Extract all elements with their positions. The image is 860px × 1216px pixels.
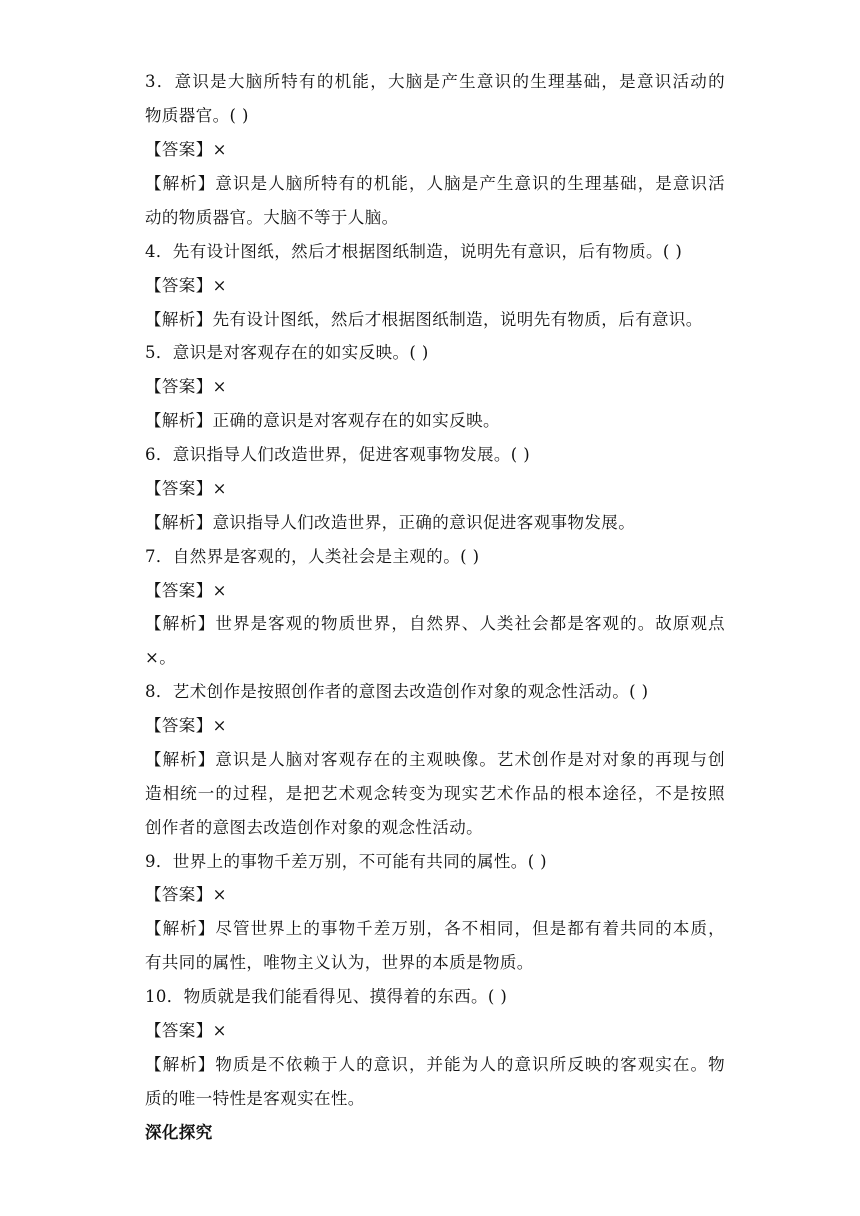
question-7-stem: 7．自然界是客观的，人类社会是主观的。( )	[145, 547, 480, 566]
question-9-stem: 9．世界上的事物千差万别，不可能有共同的属性。( )	[145, 852, 548, 871]
question-6-answer: 【答案】×	[145, 479, 227, 498]
question-3-analysis-line-2: 动的物质器官。大脑不等于人脑。	[145, 208, 399, 227]
question-4-analysis: 【解析】先有设计图纸，然后才根据图纸制造，说明先有物质，后有意识。	[145, 310, 703, 329]
question-9-analysis-line-2: 有共同的属性，唯物主义认为，世界的本质是物质。	[145, 953, 534, 972]
question-3-stem-line-2: 物质器官。( )	[145, 106, 249, 125]
question-8-stem: 8．艺术创作是按照创作者的意图去改造创作对象的观念性活动。( )	[145, 682, 649, 701]
question-8-analysis-line-1: 【解析】意识是人脑对客观存在的主观映像。艺术创作是对对象的再现与创	[145, 750, 725, 769]
question-3-analysis-line-1: 【解析】意识是人脑所特有的机能，人脑是产生意识的生理基础，是意识活	[145, 174, 725, 193]
question-10-answer: 【答案】×	[145, 1021, 227, 1040]
question-4-answer: 【答案】×	[145, 276, 227, 295]
question-5-answer: 【答案】×	[145, 377, 227, 396]
question-8-answer: 【答案】×	[145, 716, 227, 735]
question-7-answer: 【答案】×	[145, 581, 227, 600]
question-10-stem: 10．物质就是我们能看得见、摸得着的东西。( )	[145, 987, 508, 1006]
section-heading: 深化探究	[145, 1123, 213, 1142]
question-6-stem: 6．意识指导人们改造世界，促进客观事物发展。( )	[145, 445, 531, 464]
question-3-answer: 【答案】×	[145, 140, 227, 159]
question-3-stem-line-1: 3．意识是大脑所特有的机能，大脑是产生意识的生理基础，是意识活动的	[145, 72, 725, 91]
question-4-stem: 4．先有设计图纸，然后才根据图纸制造，说明先有意识，后有物质。( )	[145, 242, 683, 261]
question-9-answer: 【答案】×	[145, 885, 227, 904]
question-5-analysis: 【解析】正确的意识是对客观存在的如实反映。	[145, 411, 500, 430]
question-8-analysis-line-3: 创作者的意图去改造创作对象的观念性活动。	[145, 818, 483, 837]
question-9-analysis-line-1: 【解析】尽管世界上的事物千差万别，各不相同，但是都有着共同的本质，	[145, 919, 725, 938]
question-10-analysis-line-1: 【解析】物质是不依赖于人的意识，并能为人的意识所反映的客观实在。物	[145, 1055, 725, 1074]
question-8-analysis-line-2: 造相统一的过程，是把艺术观念转变为现实艺术作品的根本途径，不是按照	[145, 784, 725, 803]
question-7-analysis-line-2: ×。	[145, 648, 177, 667]
question-6-analysis: 【解析】意识指导人们改造世界，正确的意识促进客观事物发展。	[145, 513, 636, 532]
question-5-stem: 5．意识是对客观存在的如实反映。( )	[145, 343, 429, 362]
question-10-analysis-line-2: 质的唯一特性是客观实在性。	[145, 1089, 365, 1108]
question-7-analysis-line-1: 【解析】世界是客观的物质世界，自然界、人类社会都是客观的。故原观点	[145, 614, 725, 633]
